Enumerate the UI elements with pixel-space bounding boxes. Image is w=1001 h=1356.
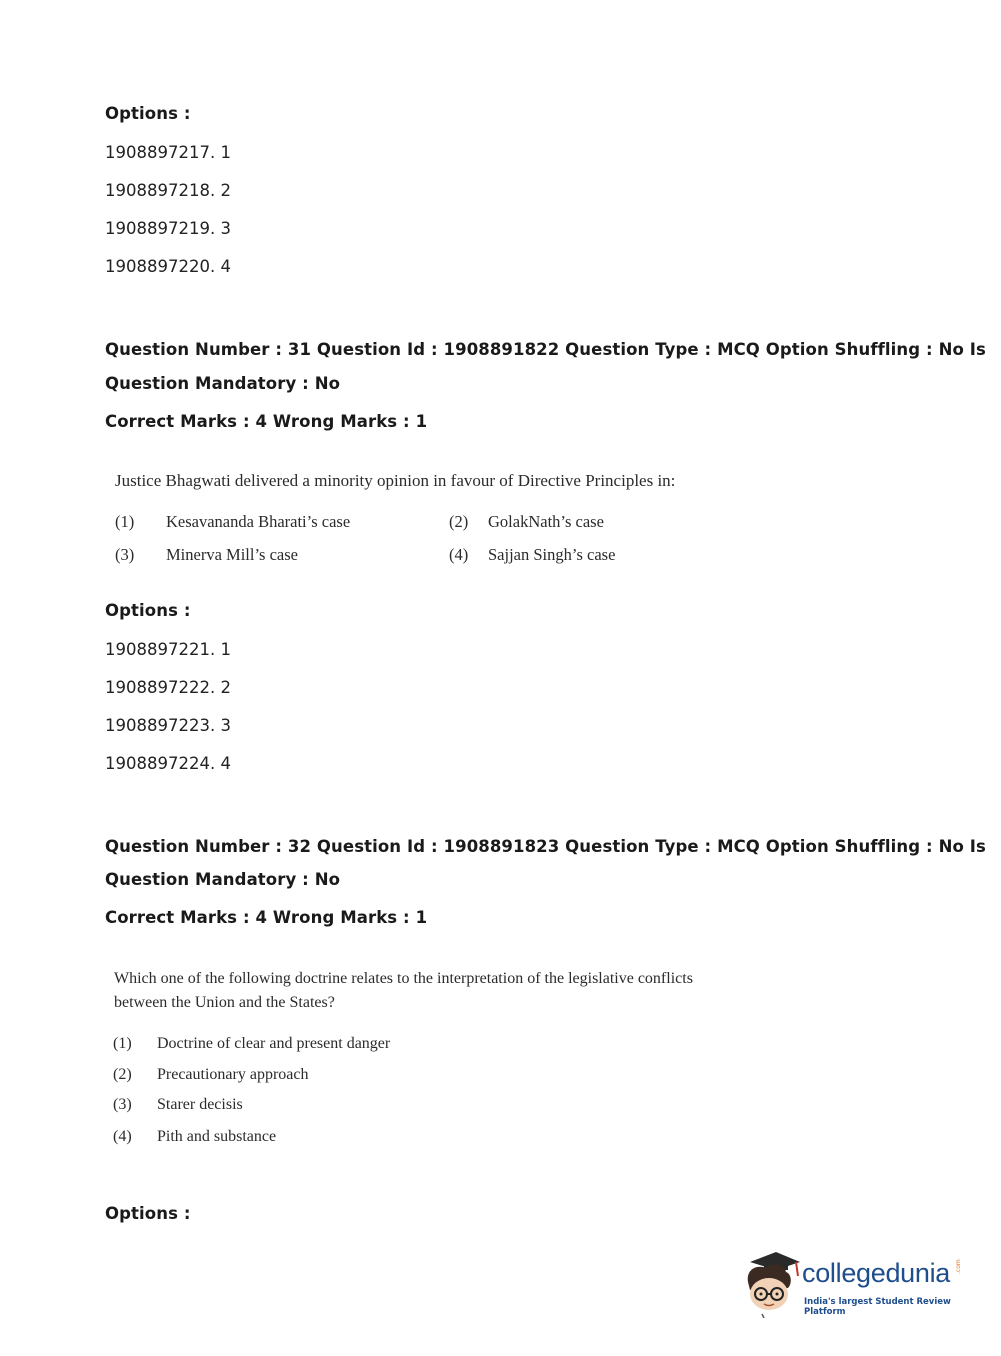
choice-number: (2) — [113, 1066, 132, 1083]
option-line: 1908897217. 1 — [105, 143, 231, 162]
choice-number: (4) — [113, 1128, 132, 1145]
option-line: 1908897224. 4 — [105, 754, 231, 773]
mascot-icon — [742, 1248, 804, 1318]
brand-name: collegedunia — [802, 1258, 951, 1288]
choice-text: Starer decisis — [157, 1096, 243, 1113]
choice-number: (1) — [115, 512, 135, 531]
question-text: Which one of the following doctrine relates to the interpretation of the legislative conflicts — [114, 970, 693, 987]
question-header: Question Number : 31 Question Id : 1908891822 Question Type : MCQ Option Shuffling : No Is — [105, 340, 986, 359]
options-heading: Options : — [105, 104, 191, 123]
option-line: 1908897218. 2 — [105, 181, 231, 200]
choice-number: (4) — [449, 545, 469, 564]
options-heading: Options : — [105, 601, 191, 620]
question-marks: Correct Marks : 4 Wrong Marks : 1 — [105, 412, 428, 431]
question-mandatory: Question Mandatory : No — [105, 374, 341, 393]
choice-text: Minerva Mill’s case — [166, 545, 298, 564]
question-header: Question Number : 32 Question Id : 1908891823 Question Type : MCQ Option Shuffling : No Is — [105, 837, 986, 856]
options-heading: Options : — [105, 1204, 191, 1223]
question-text: Justice Bhagwati delivered a minority opinion in favour of Directive Principles in: — [115, 471, 676, 490]
choice-text: Precautionary approach — [157, 1066, 309, 1083]
collegedunia-logo — [742, 1248, 972, 1318]
choice-text: Doctrine of clear and present danger — [157, 1035, 391, 1052]
question-text-continued: between the Union and the States? — [114, 994, 335, 1011]
choice-text: GolakNath’s case — [488, 512, 604, 531]
choice-number: (2) — [449, 512, 469, 531]
brand-tagline: India's largest Student Review Platform — [804, 1297, 951, 1317]
choice-text: Pith and substance — [157, 1128, 277, 1145]
choice-text: Kesavananda Bharati’s case — [166, 512, 351, 531]
option-line: 1908897221. 1 — [105, 640, 231, 659]
choice-text: Sajjan Singh’s case — [488, 545, 616, 564]
brand-domain: .com — [955, 1259, 962, 1274]
option-line: 1908897220. 4 — [105, 257, 231, 276]
choice-number: (1) — [113, 1035, 132, 1052]
option-line: 1908897219. 3 — [105, 219, 231, 238]
option-line: 1908897222. 2 — [105, 678, 231, 697]
option-line: 1908897223. 3 — [105, 716, 231, 735]
question-marks: Correct Marks : 4 Wrong Marks : 1 — [105, 908, 428, 927]
choice-number: (3) — [115, 545, 135, 564]
question-mandatory: Question Mandatory : No — [105, 870, 341, 889]
choice-number: (3) — [113, 1096, 132, 1113]
